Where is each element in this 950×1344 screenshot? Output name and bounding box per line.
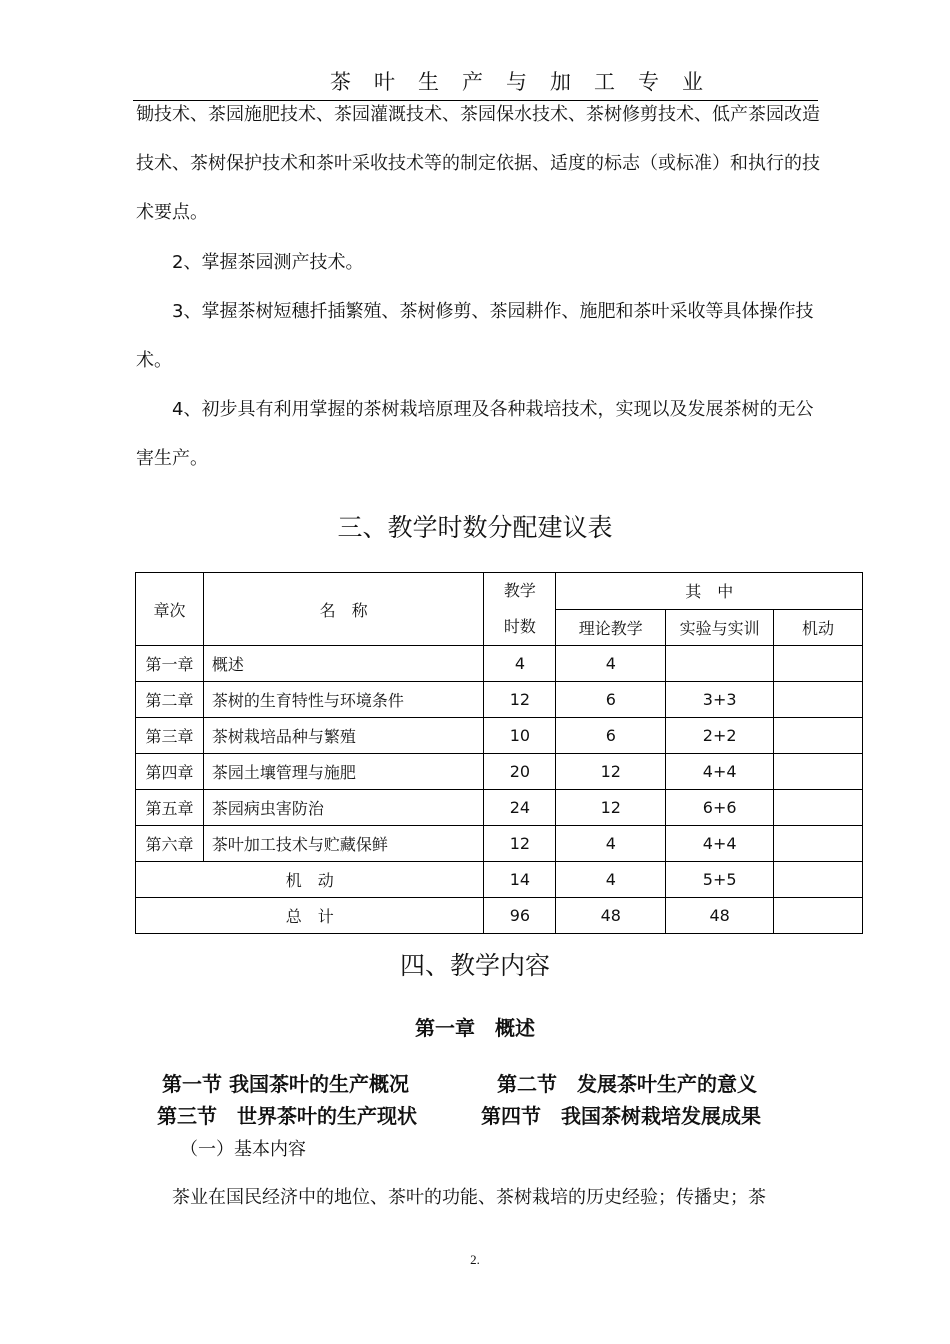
cell-chapter: 第六章	[136, 826, 204, 862]
table-row	[136, 682, 863, 718]
subheading-basic-content: （一）基本内容	[180, 1139, 306, 1160]
cell-flex	[774, 862, 863, 898]
table-row	[136, 718, 863, 754]
running-header: 茶叶生产与加工专业	[330, 70, 726, 94]
cell-hours: 4	[484, 646, 556, 682]
cell-chapter: 第一章	[136, 646, 204, 682]
cell-flex	[774, 718, 863, 754]
cell-flex	[774, 682, 863, 718]
table-row	[136, 646, 863, 682]
header-practice: 实验与实训	[666, 609, 774, 646]
cell-name: 概述	[203, 646, 484, 682]
paragraph-basic-content: 茶业在国民经济中的地位、茶叶的功能、茶树栽培的历史经验；传播史；茶	[172, 1187, 766, 1208]
section-title-hours: 三、教学时数分配建议表	[337, 513, 613, 542]
hours-table	[135, 572, 863, 934]
header-theory: 理论教学	[556, 609, 666, 646]
chapter-title: 第一章 概述	[415, 1016, 535, 1040]
cell-name: 茶树栽培品种与繁殖	[203, 718, 484, 754]
cell-theory: 6	[556, 718, 666, 754]
cell-theory: 48	[556, 898, 666, 934]
paragraph-item-2: 2、掌握茶园测产技术。	[172, 252, 364, 273]
cell-theory: 4	[556, 646, 666, 682]
paragraph-techniques: 锄技术、茶园施肥技术、茶园灌溉技术、茶园保水技术、茶树修剪技术、低产茶园改造技术、茶树保护技术和茶叶采收技术等的制定依据、适度的标志（或标准）和执行的技术要点。	[136, 104, 820, 223]
cell-theory: 4	[556, 826, 666, 862]
table-row-total	[136, 898, 863, 934]
cell-total-label: 总 计	[136, 898, 484, 934]
header-chapter: 章次	[136, 573, 204, 646]
cell-name: 茶树的生育特性与环境条件	[203, 682, 484, 718]
cell-theory: 6	[556, 682, 666, 718]
cell-hours: 24	[484, 790, 556, 826]
table-row	[136, 754, 863, 790]
cell-flex	[774, 898, 863, 934]
table-row	[136, 790, 863, 826]
cell-practice	[666, 646, 774, 682]
header-among: 其 中	[556, 573, 863, 610]
header-flex: 机动	[774, 609, 863, 646]
cell-practice: 2+2	[666, 718, 774, 754]
cell-hours: 12	[484, 682, 556, 718]
cell-hours: 20	[484, 754, 556, 790]
cell-practice: 3+3	[666, 682, 774, 718]
cell-hours: 10	[484, 718, 556, 754]
cell-name: 茶园土壤管理与施肥	[203, 754, 484, 790]
cell-practice: 6+6	[666, 790, 774, 826]
cell-practice: 5+5	[666, 862, 774, 898]
cell-flex	[774, 790, 863, 826]
cell-hours: 96	[484, 898, 556, 934]
paragraph-item-4: 4、初步具有利用掌握的茶树栽培原理及各种栽培技术，实现以及发展茶树的无公害生产。	[136, 399, 814, 469]
cell-flex	[774, 754, 863, 790]
header-name: 名 称	[203, 573, 484, 646]
header-hours: 教学时数	[484, 573, 556, 646]
section-heading-4: 第四节 我国茶树栽培发展成果	[481, 1104, 761, 1128]
cell-theory: 12	[556, 754, 666, 790]
cell-flex	[774, 646, 863, 682]
cell-name: 茶园病虫害防治	[203, 790, 484, 826]
cell-chapter: 第五章	[136, 790, 204, 826]
cell-theory: 12	[556, 790, 666, 826]
cell-theory: 4	[556, 862, 666, 898]
table-row-flex	[136, 862, 863, 898]
section-heading-1: 第一节 我国茶叶的生产概况	[162, 1072, 409, 1096]
section-heading-2: 第二节 发展茶叶生产的意义	[497, 1072, 757, 1096]
cell-hours: 14	[484, 862, 556, 898]
cell-name: 茶叶加工技术与贮藏保鲜	[203, 826, 484, 862]
page-number: 2.	[470, 1252, 480, 1267]
table-header-row	[136, 573, 863, 610]
cell-flex	[774, 826, 863, 862]
cell-chapter: 第二章	[136, 682, 204, 718]
paragraph-item-3: 3、掌握茶树短穗扦插繁殖、茶树修剪、茶园耕作、施肥和茶叶采收等具体操作技术。	[136, 301, 814, 371]
section-heading-3: 第三节 世界茶叶的生产现状	[157, 1104, 417, 1128]
cell-practice: 4+4	[666, 754, 774, 790]
section-title-content: 四、教学内容	[399, 951, 550, 980]
cell-flex-label: 机 动	[136, 862, 484, 898]
cell-practice: 48	[666, 898, 774, 934]
cell-chapter: 第四章	[136, 754, 204, 790]
cell-chapter: 第三章	[136, 718, 204, 754]
cell-hours: 12	[484, 826, 556, 862]
table-row	[136, 826, 863, 862]
cell-practice: 4+4	[666, 826, 774, 862]
